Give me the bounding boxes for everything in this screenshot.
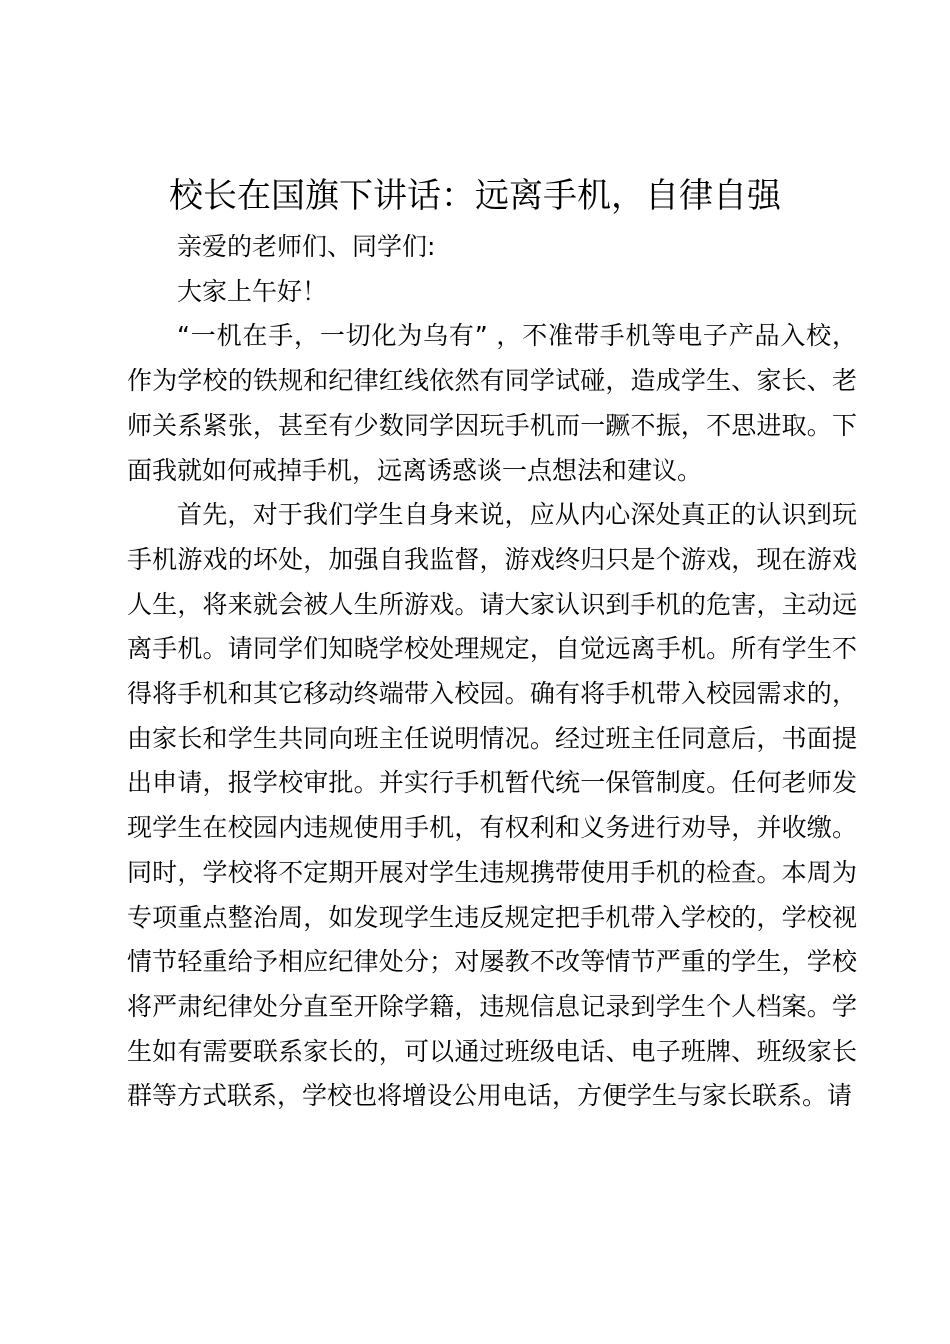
document-body	[127, 225, 857, 1119]
salutation-line: 亲爱的老师们、同学们:	[177, 232, 436, 261]
greeting-line: 大家上午好！	[177, 276, 328, 306]
document-title: 校长在国旗下讲话：远离手机，自律自强	[169, 176, 781, 216]
body-paragraph: “一机在手，一切化为乌有” ，不准带手机等电子产品入校，作为学校的铁规和纪律红线依然有同学试碰，造成学生、家长、老师关系紧张，甚至有少数同学因玩手机而一蹶不振，不思进取。下面我就如何戒掉手机，远离诱惑谈一点想法和建议。	[127, 321, 857, 485]
body-paragraph: 首先，对于我们学生自身来说，应从内心深处真正的认识到玩手机游戏的坏处，加强自我监督，游戏终归只是个游戏，现在游戏人生，将来就会被人生所游戏。请大家认识到手机的危害，主动远离手机。请同学们知晓学校处理规定，自觉远离手机。所有学生不得将手机和其它移动终端带入校园。确有将手机带入校园需求的，由家长和学生共同向班主任说明情况。经过班主任同意后，书面提出申请，报学校审批。并实行手机暂代统一保管制度。任何老师发现学生在校园内违规使用手机，有权利和义务进行劝导，并收缴。同时，学校将不定期开展对学生违规携带使用手机的检查。本周为专项重点整治周，如发现学生违反规定把手机带入学校的，学校视情节轻重给予相应纪律处分；对屡教不改等情节严重的学生，学校将严肃纪律处分直至开除学籍，违规信息记录到学生个人档案。学生如有需要联系家长的，可以通过班级电话、电子班牌、班级家长群等方式联系，学校也将增设公用电话，方便学生与家长联系。请	[127, 500, 857, 1111]
